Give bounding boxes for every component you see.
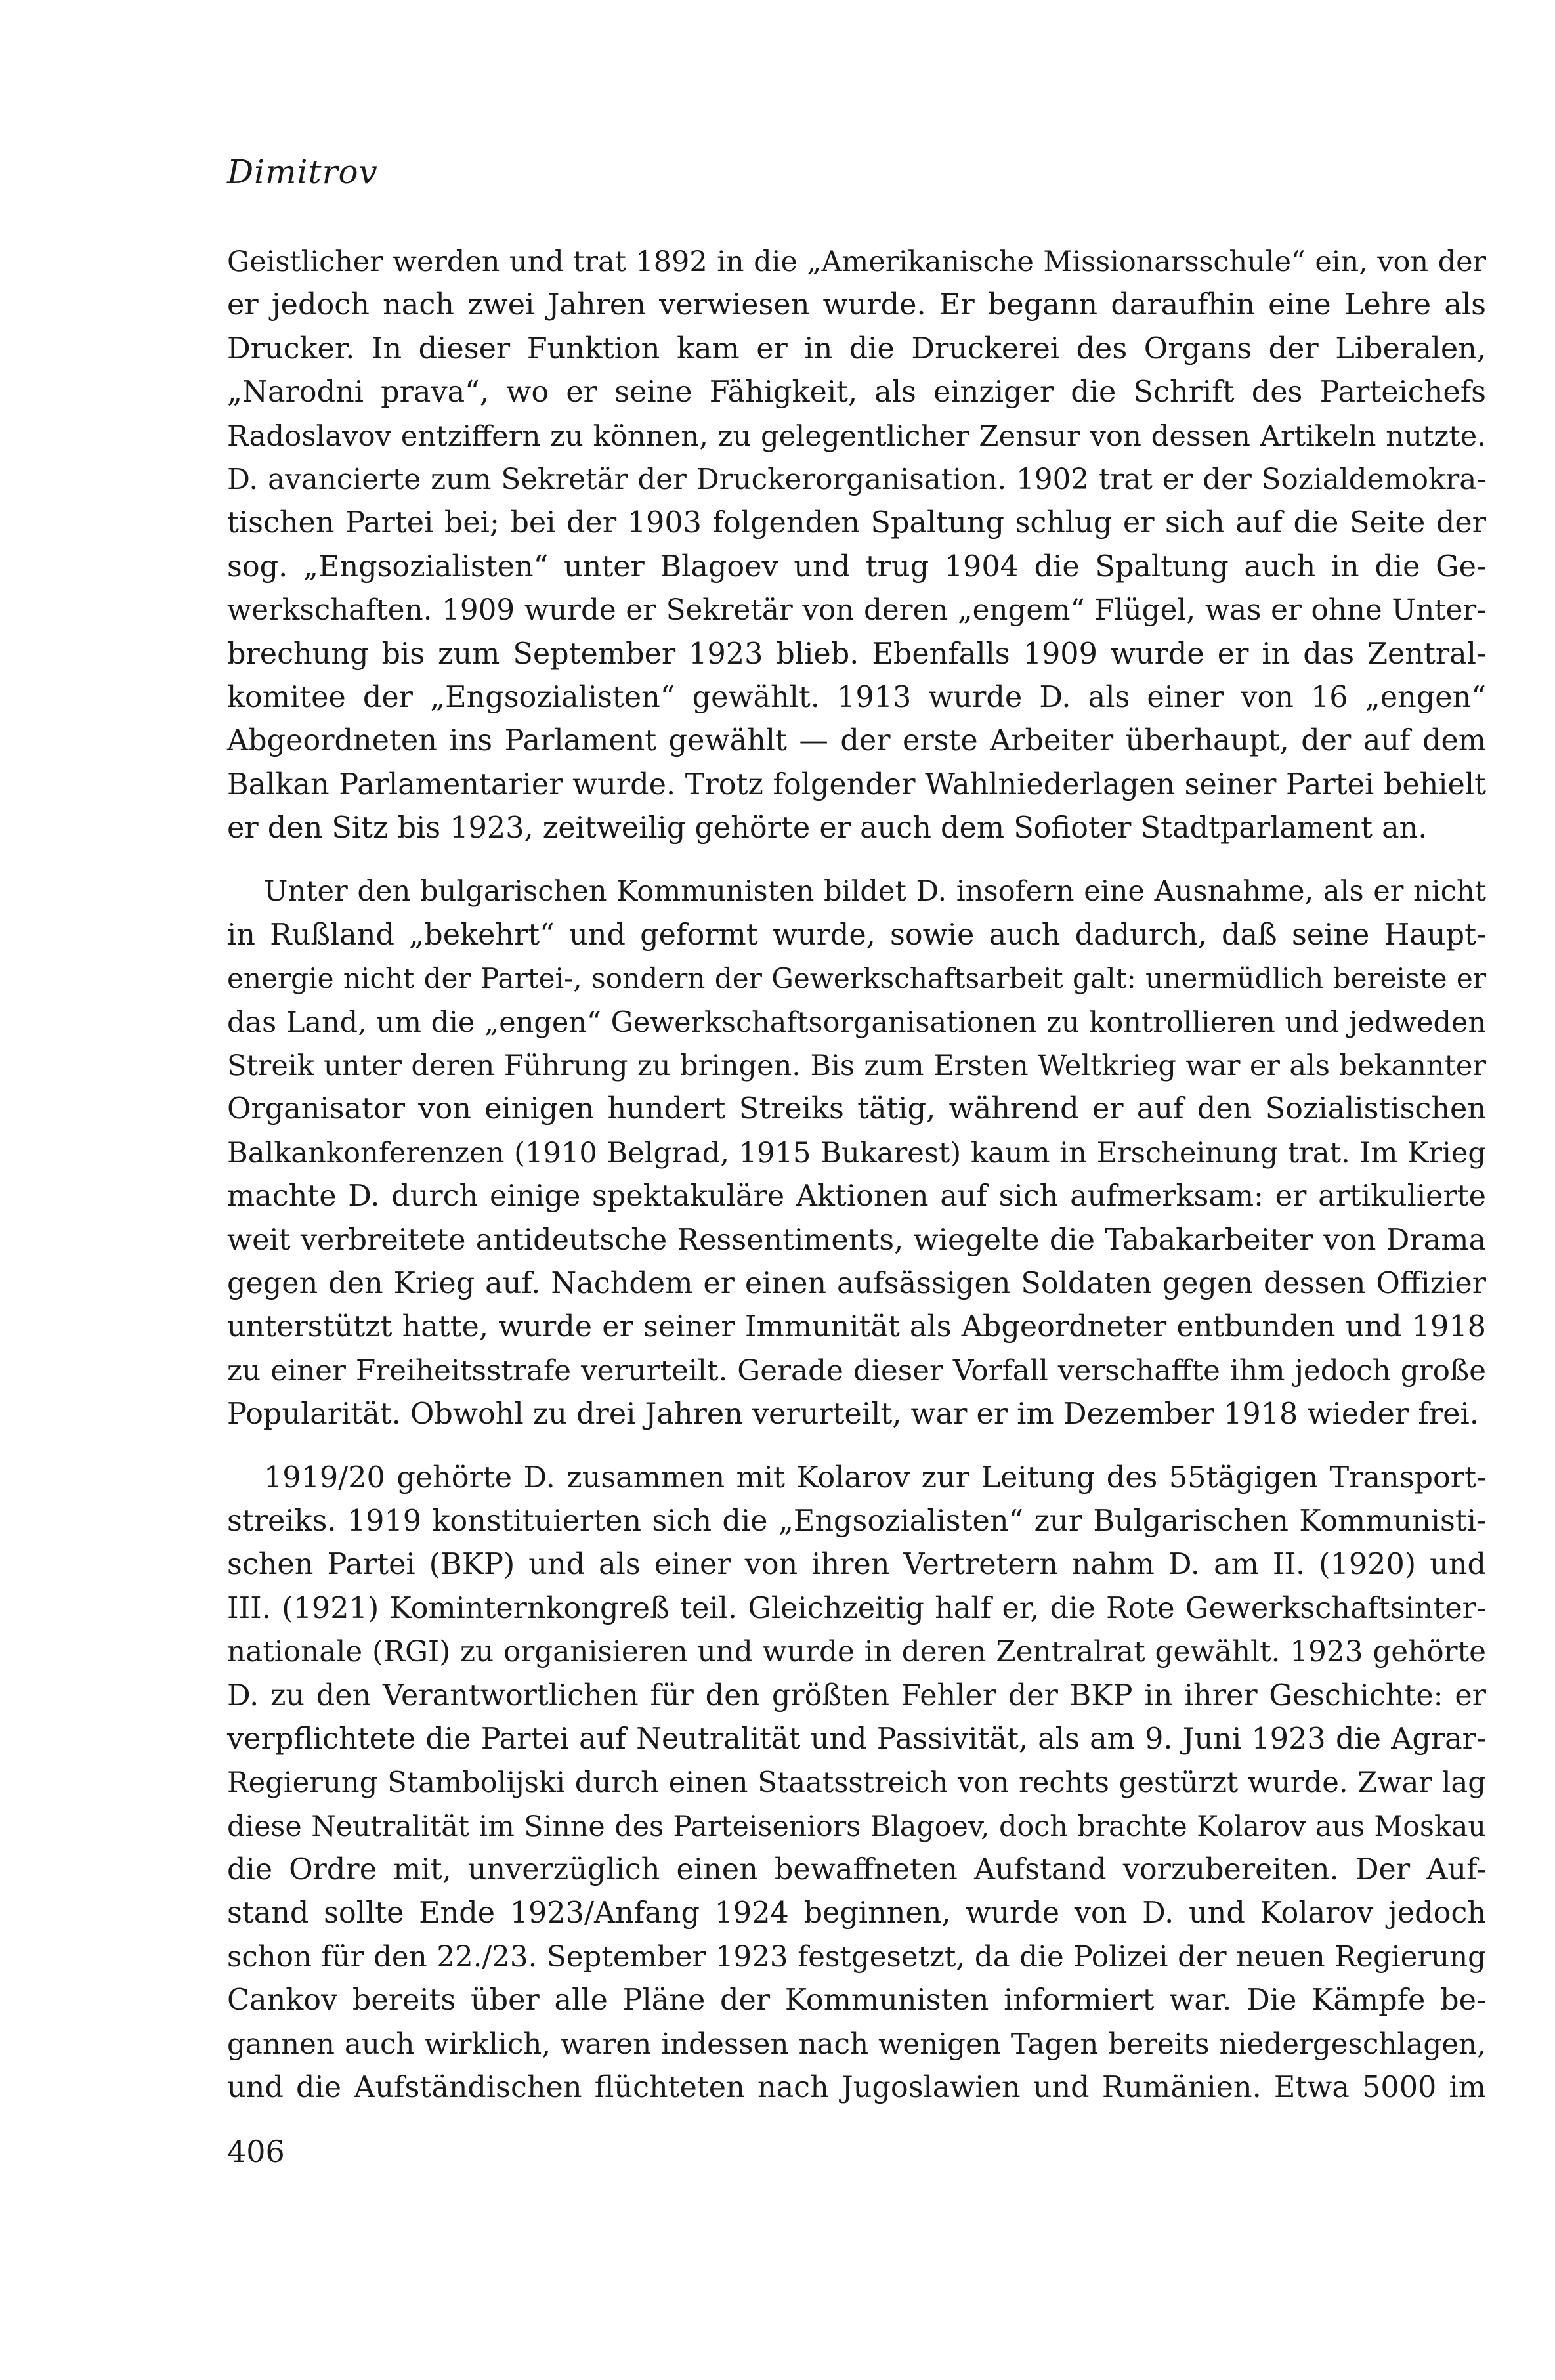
text-line: 1919/20 gehörte D. zusammen mit Kolarov zur Leitung des 55tägigen Transport-	[264, 1460, 1486, 1495]
text-line: energie nicht der Partei-, sondern der Gewerkschaftsarbeit galt: unermüdlich bereiste er	[227, 962, 1486, 995]
text-line: Unter den bulgarischen Kommunisten bildet D. insofern eine Ausnahme, als er nicht	[264, 875, 1486, 908]
paragraph	[227, 1456, 1486, 2110]
running-head: Dimitrov	[227, 153, 378, 191]
text-line: Geistlicher werden und trat 1892 in die „Amerikanische Missionarsschule“ ein, von der	[227, 245, 1486, 278]
paragraph	[227, 870, 1486, 1436]
text-line: Radoslavov entziffern zu können, zu gelegentlicher Zensur von dessen Artikeln nutzte.	[227, 419, 1486, 453]
text-line: Organisator von einigen hundert Streiks tätig, während er auf den Sozialistischen	[227, 1092, 1486, 1126]
text-line: verpflichtete die Partei auf Neutralität und Passivität, als am 9. Juni 1923 die Agrar-	[227, 1722, 1486, 1756]
text-line: III. (1921) Kominternkongreß teil. Gleichzeitig half er, die Rote Gewerkschaftsinter-	[227, 1591, 1486, 1625]
text-line: Streik unter deren Führung zu bringen. Bis zum Ersten Weltkrieg war er als bekannter	[227, 1050, 1486, 1083]
text-line: „Narodni prava“, wo er seine Fähigkeit, als einziger die Schrift des Parteichefs	[227, 375, 1486, 410]
paragraph-gap	[227, 850, 1486, 870]
text-line: er den Sitz bis 1923, zeitweilig gehörte er auch dem Sofioter Stadtparlament an.	[227, 811, 1428, 845]
text-line: Cankov bereits über alle Pläne der Kommunisten informiert war. Die Kämpfe be-	[227, 1984, 1486, 2018]
text-line: machte D. durch einige spektakuläre Aktionen auf sich aufmerksam: er artikulierte	[227, 1179, 1486, 1214]
text-line: D. zu den Verantwortlichen für den größten Fehler der BKP in ihrer Geschichte: er	[227, 1678, 1486, 1712]
text-line: tischen Partei bei; bei der 1903 folgenden Spaltung schlug er sich auf die Seite der	[227, 506, 1486, 540]
text-line: in Rußland „bekehrt“ und geformt wurde, sowie auch dadurch, daß seine Haupt-	[227, 918, 1486, 952]
text-line: gannen auch wirklich, waren indessen nach wenigen Tagen bereits niedergeschlagen,	[227, 2028, 1486, 2061]
text-line: Popularität. Obwohl zu drei Jahren verurteilt, war er im Dezember 1918 wieder frei.	[227, 1397, 1479, 1432]
text-line: Regierung Stambolijski durch einen Staatsstreich von rechts gestürzt wurde. Zwar lag	[227, 1766, 1486, 1800]
text-line: die Ordre mit, unverzüglich einen bewaffneten Aufstand vorzubereiten. Der Auf-	[227, 1853, 1486, 1887]
page-number: 406	[227, 2134, 285, 2169]
text-line: D. avancierte zum Sekretär der Druckerorganisation. 1902 trat er der Sozialdemokra-	[227, 463, 1486, 496]
text-line: sog. „Engsozialisten“ unter Blagoev und trug 1904 die Spaltung auch in die Ge-	[227, 549, 1486, 584]
text-line: brechung bis zum September 1923 blieb. Ebenfalls 1909 wurde er in das Zentral-	[227, 637, 1486, 671]
text-line: werkschaften. 1909 wurde er Sekretär von deren „engem“ Flügel, was er ohne Unter-	[227, 594, 1486, 627]
text-line: diese Neutralität im Sinne des Parteiseniors Blagoev, doch brachte Kolarov aus Moskau	[227, 1810, 1486, 1843]
text-line: streiks. 1919 konstituierten sich die „Engsozialisten“ zur Bulgarischen Kommunisti-	[227, 1504, 1486, 1538]
text-line: gegen den Krieg auf. Nachdem er einen aufsässigen Soldaten gegen dessen Offizier	[227, 1266, 1486, 1300]
text-line: Balkankonferenzen (1910 Belgrad, 1915 Bukarest) kaum in Erscheinung trat. Im Krieg	[227, 1136, 1486, 1170]
text-line: er jedoch nach zwei Jahren verwiesen wurde. Er begann daraufhin eine Lehre als	[227, 288, 1486, 322]
text-line: nationale (RGI) zu organisieren und wurde in deren Zentralrat gewählt. 1923 gehörte	[227, 1635, 1486, 1669]
text-line: stand sollte Ende 1923/Anfang 1924 beginnen, wurde von D. und Kolarov jedoch	[227, 1896, 1486, 1930]
text-line: und die Aufständischen flüchteten nach Jugoslawien und Rumänien. Etwa 5000 im	[227, 2071, 1486, 2105]
paragraph	[227, 240, 1486, 850]
text-line: das Land, um die „engen“ Gewerkschaftsorganisationen zu kontrollieren und jedweden	[227, 1006, 1486, 1039]
text-line: Abgeordneten ins Parlament gewählt — der erste Arbeiter überhaupt, der auf dem	[227, 724, 1486, 758]
body-text	[227, 240, 1486, 2110]
text-line: schon für den 22./23. September 1923 festgesetzt, da die Polizei der neuen Regierung	[227, 1940, 1486, 1974]
text-line: Balkan Parlamentarier wurde. Trotz folgender Wahlniederlagen seiner Partei behielt	[227, 767, 1486, 801]
paragraph-gap	[227, 1437, 1486, 1456]
text-line: unterstützt hatte, wurde er seiner Immunität als Abgeordneter entbunden und 1918	[227, 1310, 1486, 1344]
text-line: schen Partei (BKP) und als einer von ihren Vertretern nahm D. am II. (1920) und	[227, 1548, 1486, 1582]
text-line: zu einer Freiheitsstrafe verurteilt. Gerade dieser Vorfall verschaffte ihm jedoch große	[227, 1353, 1486, 1388]
text-line: komitee der „Engsozialisten“ gewählt. 1913 wurde D. als einer von 16 „engen“	[227, 680, 1486, 714]
text-line: weit verbreitete antideutsche Ressentiments, wiegelte die Tabakarbeiter von Drama	[227, 1223, 1486, 1257]
text-line: Drucker. In dieser Funktion kam er in die Druckerei des Organs der Liberalen,	[227, 331, 1486, 366]
